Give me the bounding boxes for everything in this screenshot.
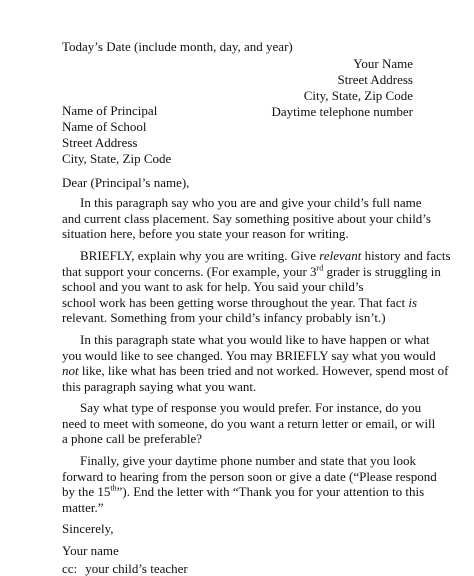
cc-label: cc: <box>62 561 78 576</box>
paragraph-line: by the 15th”). End the letter with “Thank you for your attention to this <box>62 483 425 500</box>
superscript: th <box>110 483 117 493</box>
cc-item: your child’s teacher <box>85 561 188 576</box>
sender-street: Street Address <box>337 72 413 87</box>
salutation: Dear (Principal’s name), <box>62 175 190 190</box>
paragraph-2 <box>62 248 451 326</box>
paragraph-line: Say what type of response you would prefer. For instance, do you <box>80 400 422 415</box>
paragraph-line: you would like to see changed. You may BRIEFLY say what you would <box>62 347 436 363</box>
paragraph-line: school work has been getting worse throughout the year. That fact is <box>62 294 418 310</box>
paragraph-line: In this paragraph say who you are and give your child’s full name <box>80 195 422 210</box>
emphasis: relevant <box>319 248 362 263</box>
cc-line <box>62 561 188 576</box>
paragraph-line: need to meet with someone, do you want a return letter or email, or will <box>62 415 436 431</box>
paragraph-3 <box>62 332 449 394</box>
superscript: rd <box>316 263 324 273</box>
sender-city: City, State, Zip Code <box>303 88 413 103</box>
emphasis: is <box>408 294 418 310</box>
paragraph-line: forward to hearing from the person soon or give a date (“Please respond <box>62 468 437 484</box>
paragraph-line: school and you want to ask for help. You said your child’s <box>62 279 364 295</box>
paragraph-line: a phone call be preferable? <box>62 431 203 447</box>
recipient-city: City, State, Zip Code <box>62 151 172 166</box>
paragraph-line: relevant. Something from your child’s infancy probably isn’t.) <box>62 310 386 326</box>
paragraph-4 <box>62 400 436 447</box>
paragraph-1 <box>62 195 431 242</box>
paragraph-line: BRIEFLY, explain why you are writing. Give relevant history and facts <box>80 248 451 263</box>
paragraph-line: and current class placement. Say something positive about your child’s <box>62 210 431 226</box>
signature: Your name <box>62 543 119 558</box>
recipient-name: Name of Principal <box>62 103 158 118</box>
recipient-street: Street Address <box>62 135 138 150</box>
paragraph-line: situation here, before you state your reason for writing. <box>62 226 349 242</box>
sender-name: Your Name <box>353 56 413 71</box>
paragraph-line: this paragraph saying what you want. <box>62 378 257 394</box>
paragraph-line: matter.” <box>62 499 104 515</box>
paragraph-line: that support your concerns. (For example, your 3rd grader is struggling in <box>62 263 441 279</box>
sender-phone: Daytime telephone number <box>271 104 413 119</box>
closing: Sincerely, <box>62 521 114 536</box>
paragraph-5 <box>62 453 437 515</box>
paragraph-line: Finally, give your daytime phone number and state that you look <box>80 453 417 468</box>
recipient-school: Name of School <box>62 119 147 134</box>
date-line: Today’s Date (include month, day, and year) <box>62 39 293 54</box>
paragraph-line: not like, like what has been tried and not worked. However, spend most of <box>62 363 449 379</box>
emphasis: not <box>62 363 79 379</box>
paragraph-line: In this paragraph state what you would like to have happen or what <box>80 332 430 347</box>
